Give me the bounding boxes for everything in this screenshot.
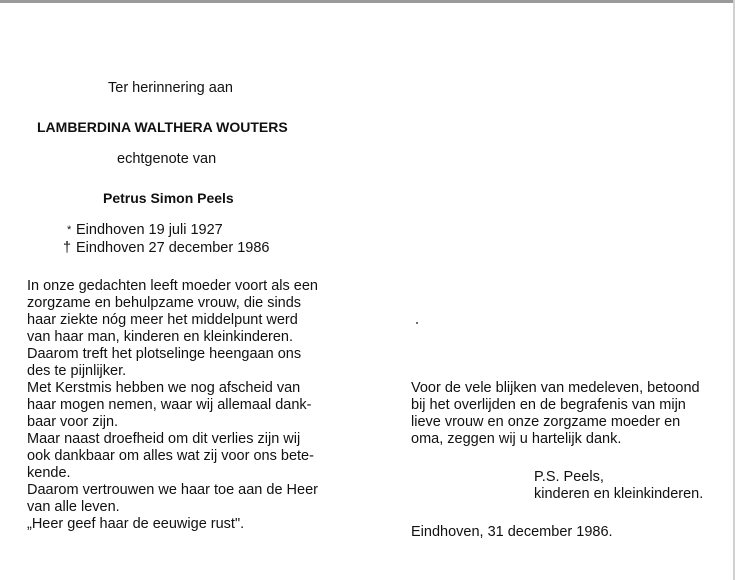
signature-name: P.S. Peels,	[534, 469, 604, 485]
deceased-name: LAMBERDINA WALTHERA WOUTERS	[37, 119, 288, 135]
left-text-line: Maar naast droefheid om dit verlies zijn wij	[27, 431, 301, 447]
right-text-line: lieve vrouw en onze zorgzame moeder en	[411, 414, 681, 430]
left-text-line: van haar man, kinderen en kleinkinderen.	[27, 329, 293, 345]
intro-text: Ter herinnering aan	[108, 80, 233, 96]
place-date: Eindhoven, 31 december 1986.	[411, 524, 613, 540]
left-text-line: ook dankbaar om alles wat zij voor ons bete-	[27, 448, 314, 464]
spouse-name: Petrus Simon Peels	[103, 190, 234, 206]
right-text-line: bij het overlijden en de begrafenis van mijn	[411, 397, 686, 413]
left-text-line: haar ziekte nóg meer het middelpunt werd	[27, 312, 298, 328]
left-text-line: des te pijnlijker.	[27, 363, 127, 379]
died-date: Eindhoven 27 december 1986	[76, 240, 270, 256]
scan-speck	[416, 322, 418, 324]
signature-family: kinderen en kleinkinderen.	[534, 486, 704, 502]
left-text-line: In onze gedachten leeft moeder voort als een	[27, 278, 318, 294]
left-text-line: Met Kerstmis hebben we nog afscheid van	[27, 380, 301, 396]
died-mark: †	[63, 240, 72, 256]
born-mark: *	[67, 224, 72, 236]
left-text-line: haar mogen nemen, waar wij allemaal dank-	[27, 397, 312, 413]
right-text-line: Voor de vele blijken van medeleven, betoond	[411, 380, 700, 396]
left-text-line: Daarom vertrouwen we haar toe aan de Heer	[27, 482, 318, 498]
right-text-line: oma, zeggen wij u hartelijk dank.	[411, 431, 622, 447]
left-text-line: baar voor zijn.	[27, 414, 119, 430]
left-text-line: van alle leven.	[27, 499, 120, 515]
left-text-line: Daarom treft het plotselinge heengaan ons	[27, 346, 302, 362]
left-text-line: „Heer geef haar de eeuwige rust".	[27, 516, 245, 532]
left-text-line: kende.	[27, 465, 71, 481]
left-text-line: zorgzame en behulpzame vrouw, die sinds	[27, 295, 302, 311]
top-border-line	[0, 0, 735, 3]
relation-text: echtgenote van	[117, 151, 217, 167]
born-date: Eindhoven 19 juli 1927	[76, 222, 223, 238]
